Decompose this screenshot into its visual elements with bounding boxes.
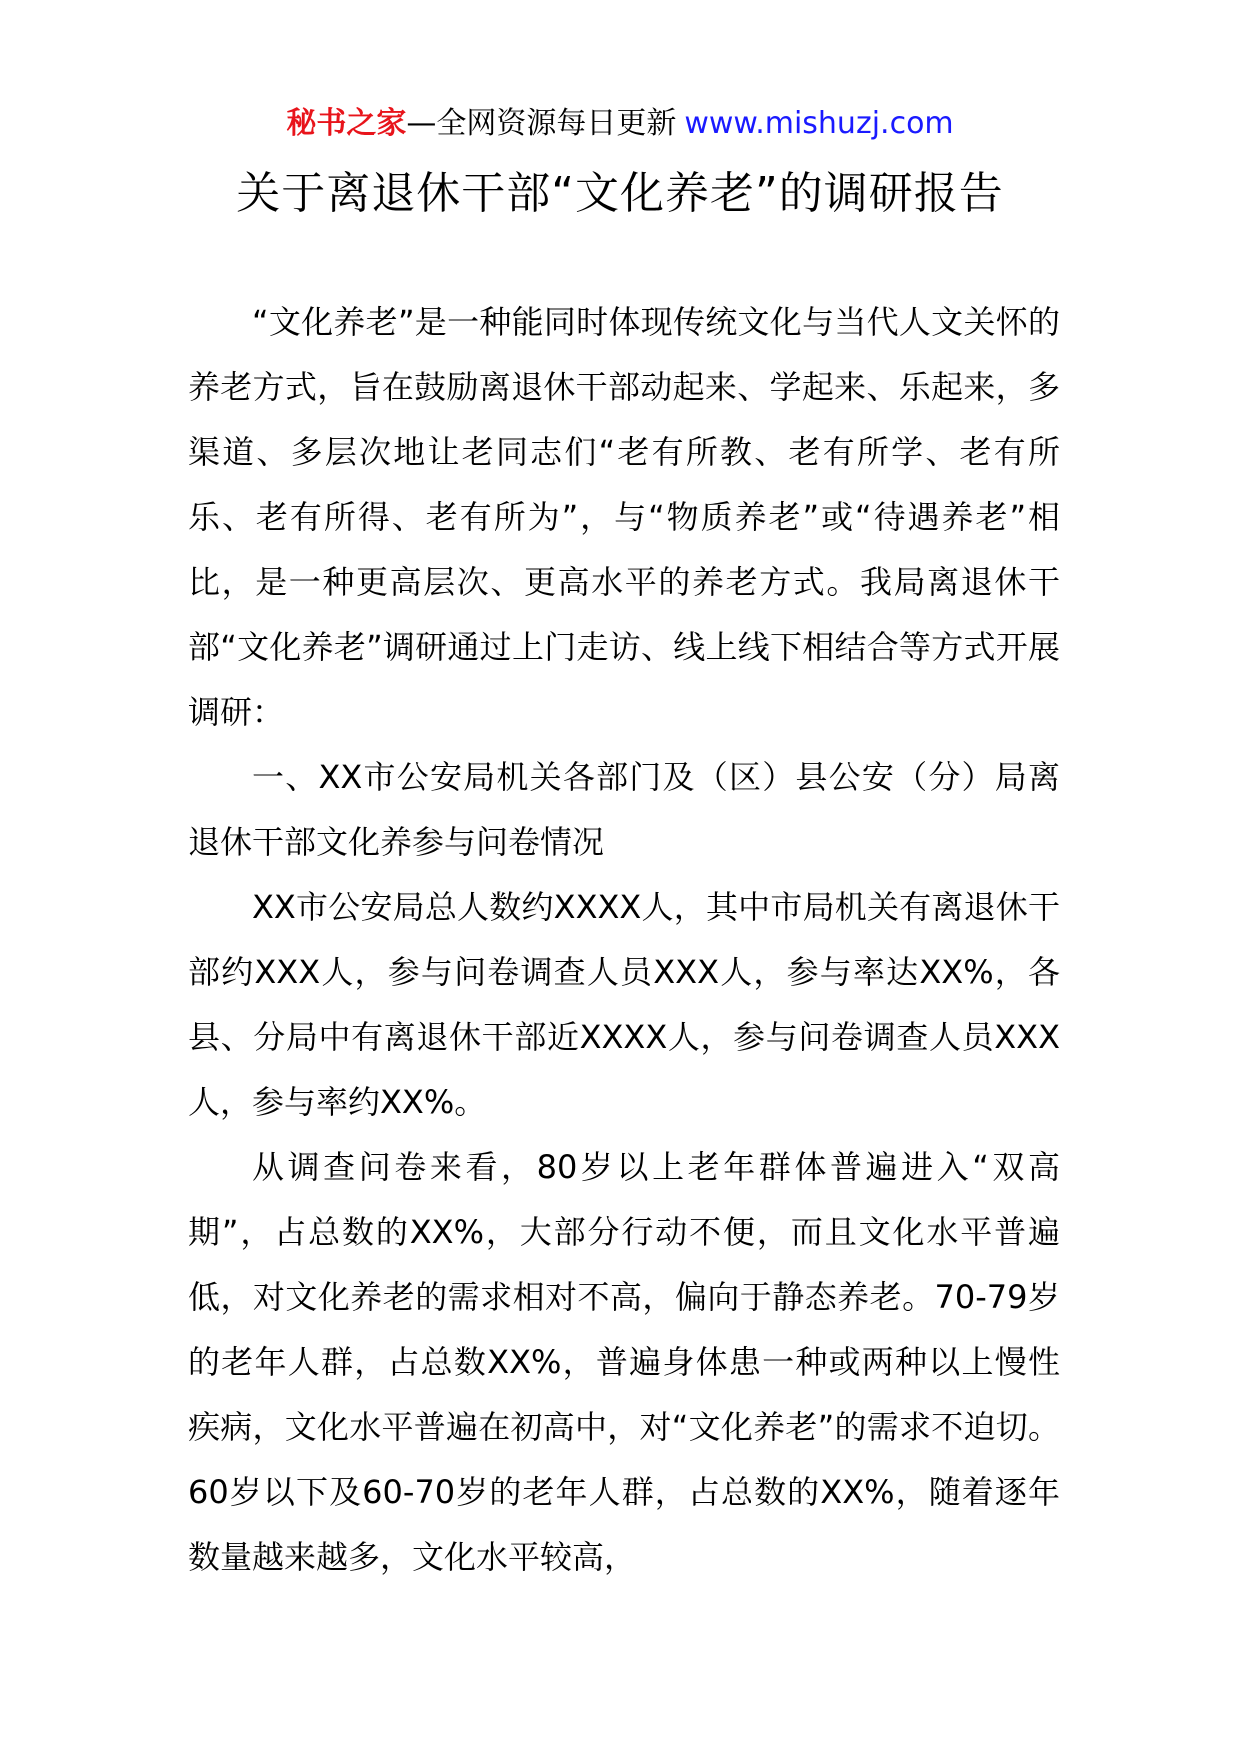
- site-brand: 秘书之家: [286, 106, 407, 141]
- paragraph-intro: “文化养老”是一种能同时体现传统文化与当代人文关怀的养老方式，旨在鼓励离退休干部动起来、学起来、乐起来，多渠道、多层次地让老同志们“老有所教、老有所学、老有所乐、老有所得、老有所为”，与“物质养老”或“待遇养老”相比，是一种更高层次、更高水平的养老方式。我局离退休干部“文化养老”调研通过上门走访、线上线下相结合等方式开展调研：: [188, 303, 1060, 731]
- site-header: [0, 102, 1240, 146]
- paragraph-statistics: XX市公安局总人数约XXXX人，其中市局机关有离退休干部约XXX人，参与问卷调查人员XXX人，参与率达XX%，各县、分局中有离退休干部近XXXX人，参与问卷调查人员XXX人，参与率约XX%。: [188, 888, 1060, 1121]
- document-title: 关于离退休干部“文化养老”的调研报告: [236, 168, 1004, 219]
- document-body: [188, 290, 1060, 1590]
- section-heading-1: 一、XX市公安局机关各部门及（区）县公安（分）局离退休干部文化养参与问卷情况: [188, 758, 1060, 861]
- site-url-link[interactable]: www.mishuzj.com: [684, 106, 954, 141]
- paragraph-age-analysis: 从调查问卷来看，80岁以上老年群体普遍进入“双高期”，占总数的XX%，大部分行动不便，而且文化水平普遍低，对文化养老的需求相对不高，偏向于静态养老。70-79岁的老年人群，占总数XX%，普遍身体患一种或两种以上慢性疾病，文化水平普遍在初高中，对“文化养老”的需求不迫切。60岁以下及60-70岁的老年人群，占总数的XX%，随着逐年数量越来越多，文化水平较高，: [188, 1148, 1060, 1576]
- site-tagline: —全网资源每日更新: [406, 106, 677, 141]
